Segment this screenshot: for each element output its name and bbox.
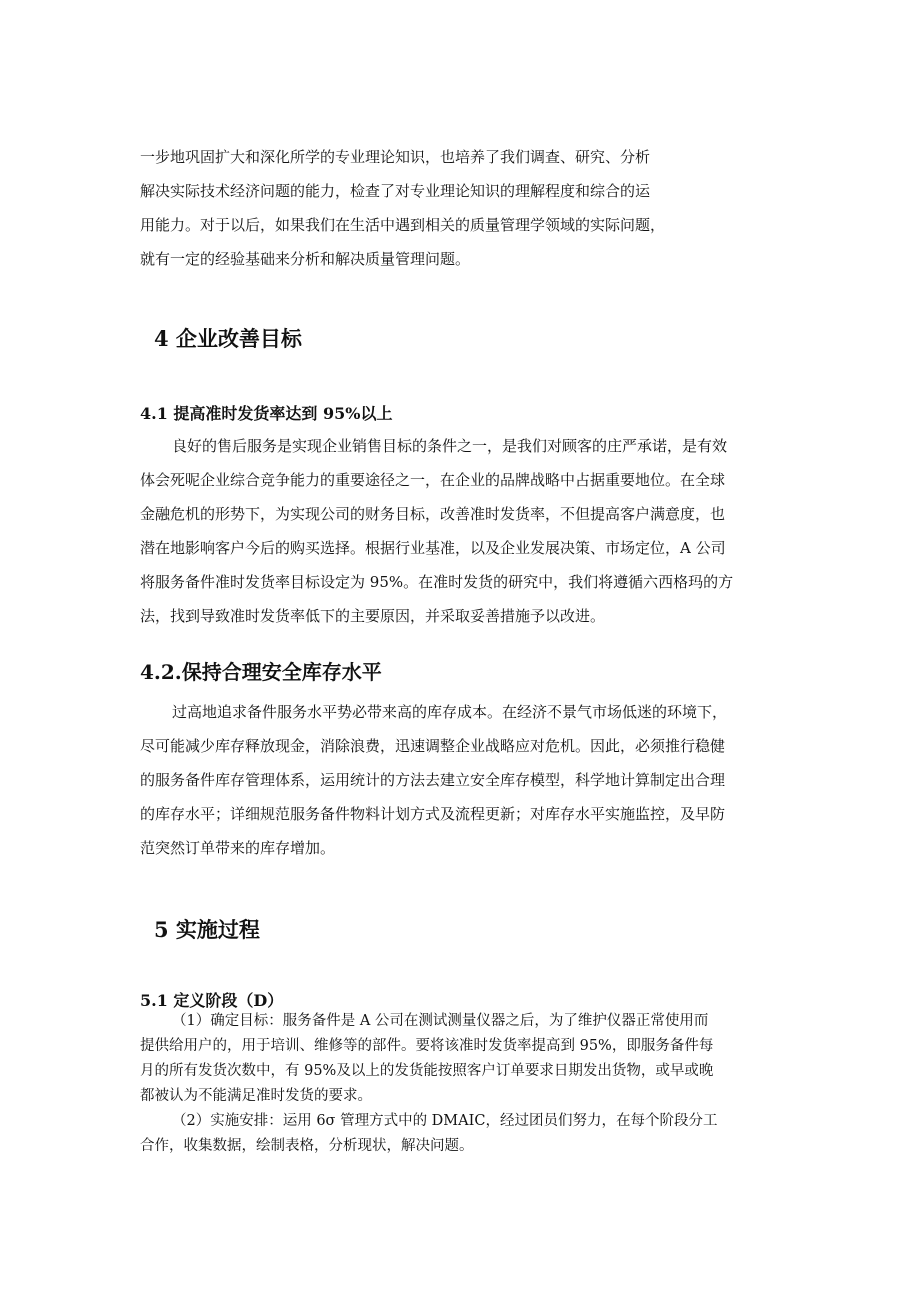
- section-5-1-heading: 5.1 定义阶段（D）: [140, 991, 284, 1010]
- section-4-2-heading: 4.2.保持合理安全库存水平: [140, 660, 382, 684]
- section-4-heading: 4 企业改善目标: [154, 326, 302, 351]
- paragraph-line: 月的所有发货次数中，有 95%及以上的发货能按照客户订单要求日期发出货物，或早或晚: [140, 1063, 714, 1079]
- paragraph-line: 将服务备件准时发货率目标设定为 95%。在准时发货的研究中，我们将遵循六西格玛的方: [140, 573, 734, 591]
- paragraph-line: 的服务备件库存管理体系，运用统计的方法去建立安全库存模型，科学地计算制定出合理: [140, 771, 726, 789]
- paragraph-line: 金融危机的形势下，为实现公司的财务目标，改善准时发货率，不但提高客户满意度，也: [140, 505, 726, 523]
- paragraph-line: 潜在地影响客户今后的购买选择。根据行业基准，以及企业发展决策、市场定位，A 公司: [140, 539, 726, 557]
- paragraph-line: 都被认为不能满足准时发货的要求。: [140, 1088, 372, 1104]
- section-5-heading: 5 实施过程: [154, 917, 260, 942]
- paragraph-line: 尽可能减少库存释放现金，消除浪费，迅速调整企业战略应对危机。因此，必须推行稳健: [140, 737, 726, 755]
- intro-paragraph: [140, 140, 780, 276]
- paragraph-line: 过高地追求备件服务水平势必带来高的库存成本。在经济不景气市场低迷的环境下，: [172, 703, 728, 721]
- paragraph-line: 提供给用户的，用于培训、维修等的部件。要将该准时发货率提高到 95%，即服务备件每: [140, 1038, 714, 1054]
- section-4-2-paragraph: [140, 695, 780, 865]
- paragraph-line: 范突然订单带来的库存增加。: [140, 839, 336, 857]
- paragraph-line: （2）实施安排：运用 6σ 管理方式中的 DMAIC，经过团员们努力，在每个阶段分工: [172, 1113, 718, 1129]
- section-4-1-paragraph: [140, 429, 780, 633]
- section-5-1-paragraph-1: [140, 1009, 780, 1159]
- intro-line: 解决实际技术经济问题的能力，检查了对专业理论知识的理解程度和综合的运: [140, 182, 651, 200]
- paragraph-line: （1）确定目标：服务备件是 A 公司在测试测量仪器之后，为了维护仪器正常使用而: [172, 1013, 709, 1029]
- intro-line: 用能力。对于以后，如果我们在生活中遇到相关的质量管理学领域的实际问题，: [140, 216, 666, 234]
- paragraph-line: 体会死呢企业综合竞争能力的重要途径之一，在企业的品牌战略中占据重要地位。在全球: [140, 471, 726, 489]
- paragraph-line: 合作，收集数据，绘制表格，分析现状，解决问题。: [140, 1138, 474, 1154]
- intro-line: 就有一定的经验基础来分析和解决质量管理问题。: [140, 250, 471, 268]
- paragraph-line: 法，找到导致准时发货率低下的主要原因，并采取妥善措施予以改进。: [140, 607, 606, 625]
- section-4-1-heading: 4.1 提高准时发货率达到 95%以上: [140, 404, 393, 423]
- paragraph-line: 的库存水平；详细规范服务备件物料计划方式及流程更新；对库存水平实施监控，及早防: [140, 805, 726, 823]
- intro-line: 一步地巩固扩大和深化所学的专业理论知识，也培养了我们调查、研究、分析: [140, 148, 651, 166]
- paragraph-line: 良好的售后服务是实现企业销售目标的条件之一，是我们对顾客的庄严承诺，是有效: [172, 437, 728, 455]
